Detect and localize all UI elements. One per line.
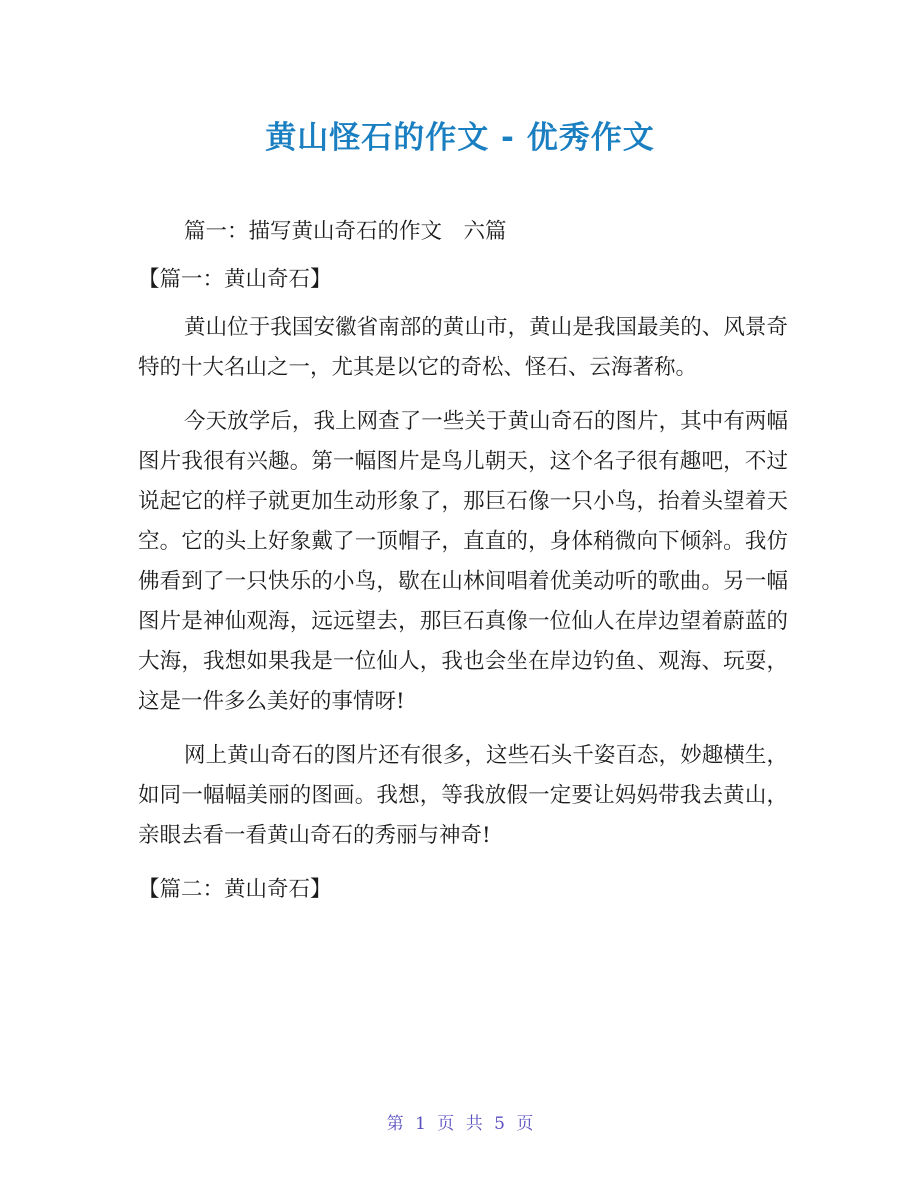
article-heading-2: 【篇二：黄山奇石】 [138, 877, 332, 902]
document-body [138, 212, 788, 910]
article-heading-1: 【篇一：黄山奇石】 [138, 267, 332, 292]
paragraph-1: 黄山位于我国安徽省南部的黄山市，黄山是我国最美的、风景奇特的十大名山之一，尤其是以它的奇松、怪石、云海著称。 [138, 315, 788, 380]
paragraph-3: 网上黄山奇石的图片还有很多，这些石头千姿百态，妙趣横生，如同一幅幅美丽的图画。我想，等我放假一定要让妈妈带我去黄山，亲眼去看一看黄山奇石的秀丽与神奇! [138, 743, 788, 848]
page-title: 黄山怪石的作文 - 优秀作文 [265, 120, 655, 156]
paragraph-2: 今天放学后，我上网查了一些关于黄山奇石的图片，其中有两幅图片我很有兴趣。第一幅图片是鸟儿朝天，这个名子很有趣吧，不过说起它的样子就更加生动形象了，那巨石像一只小鸟，抬着头望着天空。它的头上好象戴了一顶帽子，直直的，身体稍微向下倾斜。我仿佛看到了一只快乐的小鸟，歇在山林间唱着优美动听的歌曲。另一幅图片是神仙观海，远远望去，那巨石真像一位仙人在岸边望着蔚蓝的大海，我想如果我是一位仙人，我也会坐在岸边钓鱼、观海、玩耍，这是一件多么美好的事情呀! [138, 409, 788, 714]
section-heading: 篇一：描写黄山奇石的作文 六篇 [184, 219, 507, 244]
page-footer: 第 1 页 共 5 页 [386, 1114, 534, 1134]
